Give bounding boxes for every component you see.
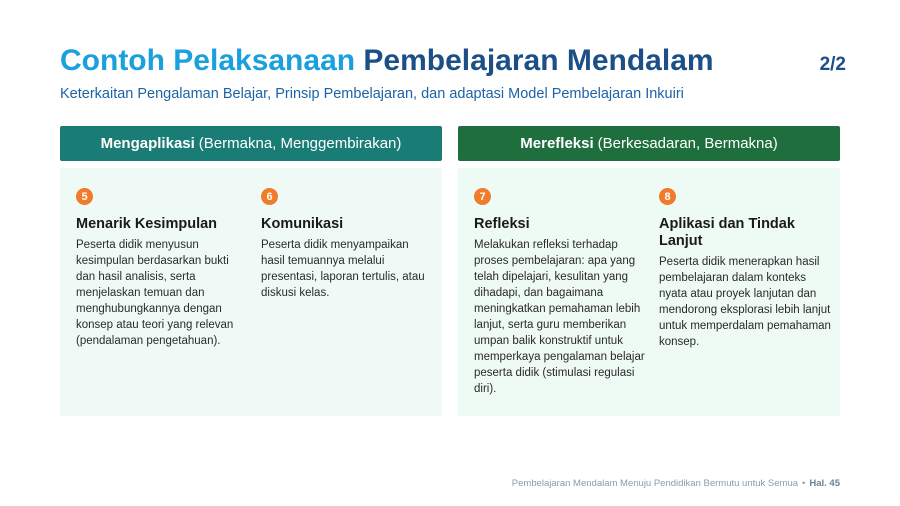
step-description: Peserta didik menyusun kesimpulan berdasarkan bukti dan hasil analisis, serta menjelaskan temuan dan menghubungkannya dengan konsep atau teori yang relevan (pendalaman pengetahuan). <box>76 239 234 347</box>
panel-header <box>458 126 840 161</box>
step-description: Peserta didik menerapkan hasil pembelajaran dalam konteks nyata atau proyek lanjutan dan mendorong eksplorasi lebih lanjut untuk memperdalam pemahaman konsep. <box>659 256 831 348</box>
panel-body <box>60 168 442 416</box>
step-number-badge: 6 <box>261 188 278 205</box>
panel-merefleksi <box>458 126 840 416</box>
page-footer <box>512 478 840 489</box>
panel-header-bold: Mengaplikasi <box>100 135 195 152</box>
panel-body <box>458 168 840 416</box>
step-item <box>76 188 248 349</box>
step-title: Refleksi <box>474 216 530 232</box>
step-title: Menarik Kesimpulan <box>76 216 218 232</box>
panel-header <box>60 126 442 161</box>
step-title: Aplikasi dan Tindak Lanjut <box>659 216 795 249</box>
page-indicator: 2/2 <box>819 54 846 75</box>
page-title <box>60 44 714 78</box>
step-number-badge: 5 <box>76 188 93 205</box>
step-number-badge: 7 <box>474 188 491 205</box>
page-subtitle: Keterkaitan Pengalaman Belajar, Prinsip Pembelajaran, dan adaptasi Model Pembelajaran Inkuiri <box>60 86 684 102</box>
panel-header-rest: (Berkesadaran, Bermakna) <box>597 135 778 152</box>
step-title: Komunikasi <box>261 216 344 232</box>
step-item <box>474 188 646 397</box>
footer-page-number: Hal. 45 <box>809 478 840 489</box>
page-title-part2: Pembelajaran Mendalam <box>363 44 714 77</box>
footer-text: Pembelajaran Mendalam Menuju Pendidikan Bermutu untuk Semua <box>511 478 799 489</box>
panel-header-rest: (Bermakna, Menggembirakan) <box>198 135 402 152</box>
step-description: Peserta didik menyampaikan hasil temuannya melalui presentasi, laporan tertulis, atau diskusi kelas. <box>261 239 425 299</box>
footer-separator: • <box>802 478 806 489</box>
page-title-part1: Contoh Pelaksanaan <box>60 44 356 77</box>
panel-header-bold: Merefleksi <box>520 135 594 152</box>
step-description: Melakukan refleksi terhadap proses pembelajaran: apa yang telah dipelajari, kesulitan yang dihadapi, dan bagaimana meningkatkan pemahaman lebih lanjut, serta guru memberikan umpan balik konstruktif untuk memperkaya pengalaman belajar peserta didik (stimulasi regulasi diri). <box>474 239 645 395</box>
step-item <box>659 188 831 350</box>
step-number-badge: 8 <box>659 188 676 205</box>
step-item <box>261 188 433 301</box>
panel-mengaplikasi <box>60 126 442 416</box>
